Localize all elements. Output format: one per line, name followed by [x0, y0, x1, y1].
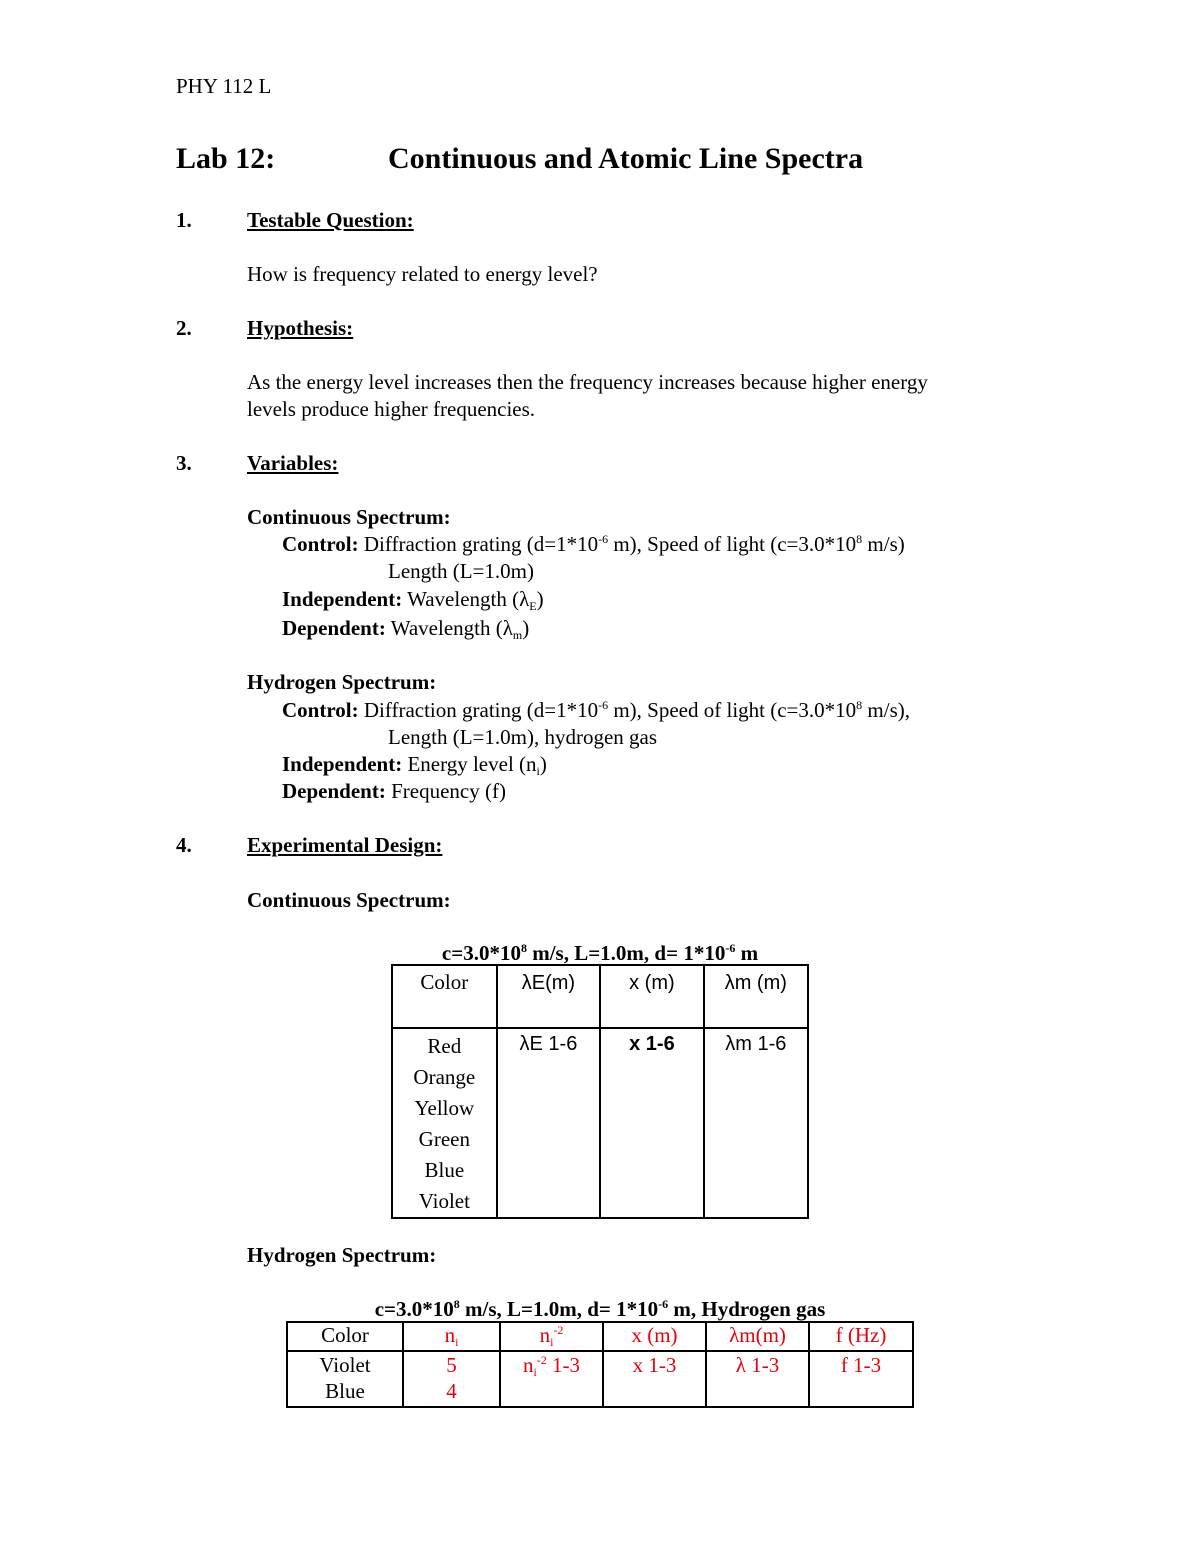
header-cell: λm(m) — [706, 1322, 809, 1351]
ni-value: 4 — [446, 1379, 457, 1403]
header-cell: λE(m) — [497, 965, 601, 1028]
continuous-spectrum-table — [391, 964, 809, 1219]
header-text: n — [444, 1323, 456, 1347]
header-cell: Color — [287, 1322, 403, 1351]
control-label: Control: — [282, 532, 359, 556]
cell-text: 1-3 — [546, 1353, 581, 1377]
page-title: Continuous and Atomic Line Spectra — [388, 142, 864, 175]
header-cell: λm (m) — [704, 965, 808, 1028]
independent-text: Energy level (n — [402, 752, 537, 776]
lab-number: Lab 12: — [176, 142, 276, 175]
hydrogen-control-line-2: Length (L=1.0m), hydrogen gas — [388, 725, 658, 749]
dependent-label: Dependent: — [282, 779, 386, 803]
table-header-row — [392, 965, 808, 1028]
table-cell — [500, 1351, 603, 1407]
continuous-dependent — [282, 616, 529, 641]
section-2-heading: Hypothesis: — [247, 316, 354, 340]
section-2-number: 2. — [176, 316, 192, 340]
header-cell: x (m) — [600, 965, 703, 1028]
color-item: Violet — [319, 1353, 371, 1377]
control-label: Control: — [282, 698, 359, 722]
table-cell: f 1-3 — [809, 1351, 913, 1407]
color-item: Red — [427, 1034, 462, 1058]
header-cell: x (m) — [603, 1322, 706, 1351]
exponent: -6 — [658, 1297, 669, 1311]
subscript: i — [455, 1335, 459, 1349]
cell-text: n — [522, 1353, 534, 1377]
caption-text: m, Hydrogen gas — [668, 1297, 826, 1321]
independent-text: ) — [539, 752, 547, 776]
color-item: Blue — [424, 1158, 465, 1182]
hydrogen-variables-title: Hydrogen Spectrum: — [247, 670, 437, 694]
testable-question-text: How is frequency related to energy level? — [247, 262, 598, 286]
exponent: -6 — [725, 941, 736, 955]
exponent: 8 — [520, 941, 527, 955]
control-text: Diffraction grating (d=1*10 — [358, 532, 599, 556]
caption-text: m — [735, 941, 759, 965]
caption-text: c=3.0*10 — [374, 1297, 454, 1321]
table-1-caption — [392, 941, 808, 966]
table-cell: λm 1-6 — [704, 1028, 808, 1218]
header-cell: Color — [392, 965, 497, 1028]
caption-text: m/s, L=1.0m, d= 1*10 — [526, 941, 726, 965]
color-list-cell — [392, 1028, 497, 1218]
table-cell: λE 1-6 — [497, 1028, 601, 1218]
dependent-label: Dependent: — [282, 616, 386, 640]
header-cell — [500, 1322, 603, 1351]
exponent: -2 — [553, 1323, 564, 1337]
hypothesis-line-2: levels produce higher frequencies. — [247, 397, 536, 421]
exponent: 8 — [856, 698, 863, 712]
hydrogen-independent — [282, 752, 547, 777]
color-item: Orange — [413, 1065, 476, 1089]
ni-values-cell — [403, 1351, 500, 1407]
caption-text: c=3.0*10 — [441, 941, 521, 965]
color-list-cell — [287, 1351, 403, 1407]
table-row — [392, 1028, 808, 1218]
design-hydrogen-title: Hydrogen Spectrum: — [247, 1243, 437, 1267]
table-header-row — [287, 1322, 913, 1351]
independent-text: ) — [536, 587, 544, 611]
section-1-heading: Testable Question: — [247, 208, 414, 232]
control-text: m), Speed of light (c=3.0*10 — [608, 532, 857, 556]
table-row — [287, 1351, 913, 1407]
design-continuous-title: Continuous Spectrum: — [247, 888, 451, 912]
section-3-number: 3. — [176, 451, 192, 475]
caption-text: m/s, L=1.0m, d= 1*10 — [459, 1297, 659, 1321]
subscript: E — [529, 599, 537, 613]
table-cell: x 1-3 — [603, 1351, 706, 1407]
header-cell: f (Hz) — [809, 1322, 913, 1351]
dependent-text: ) — [522, 616, 530, 640]
section-4-number: 4. — [176, 833, 192, 857]
continuous-independent — [282, 587, 544, 612]
control-text: m), Speed of light (c=3.0*10 — [608, 698, 857, 722]
section-4-heading: Experimental Design: — [247, 833, 443, 857]
color-item: Green — [418, 1127, 470, 1151]
header-cell — [403, 1322, 500, 1351]
course-header: PHY 112 L — [176, 74, 272, 98]
exponent: -6 — [598, 532, 609, 546]
exponent: -2 — [536, 1353, 547, 1367]
table-cell: x 1-6 — [600, 1028, 703, 1218]
ni-value: 5 — [446, 1353, 457, 1377]
continuous-control-line-2: Length (L=1.0m) — [388, 559, 534, 583]
exponent: 8 — [856, 532, 863, 546]
continuous-variables-title: Continuous Spectrum: — [247, 505, 451, 529]
hydrogen-control — [282, 698, 910, 723]
color-item: Violet — [418, 1189, 470, 1213]
subscript: i — [550, 1335, 554, 1349]
color-item: Yellow — [414, 1096, 475, 1120]
table-2-caption — [287, 1297, 913, 1322]
dependent-text: Wavelength (λ — [385, 616, 513, 640]
color-item: Blue — [325, 1379, 365, 1403]
dependent-text: Frequency (f) — [385, 779, 506, 803]
section-3-heading: Variables: — [247, 451, 339, 475]
subscript: i — [533, 1365, 537, 1379]
table-cell: λ 1-3 — [706, 1351, 809, 1407]
control-text: Diffraction grating (d=1*10 — [358, 698, 599, 722]
control-text: m/s) — [862, 532, 905, 556]
hydrogen-dependent — [282, 779, 506, 804]
hypothesis-line-1: As the energy level increases then the frequency increases because higher energy — [247, 370, 928, 394]
section-1-number: 1. — [176, 208, 192, 232]
control-text: m/s), — [862, 698, 910, 722]
subscript: m — [512, 628, 523, 642]
independent-text: Wavelength (λ — [402, 587, 530, 611]
hydrogen-spectrum-table — [286, 1321, 914, 1408]
subscript: i — [536, 764, 540, 778]
continuous-control — [282, 532, 905, 557]
independent-label: Independent: — [282, 587, 403, 611]
exponent: -6 — [598, 698, 609, 712]
header-text: n — [539, 1323, 551, 1347]
exponent: 8 — [453, 1297, 460, 1311]
independent-label: Independent: — [282, 752, 403, 776]
